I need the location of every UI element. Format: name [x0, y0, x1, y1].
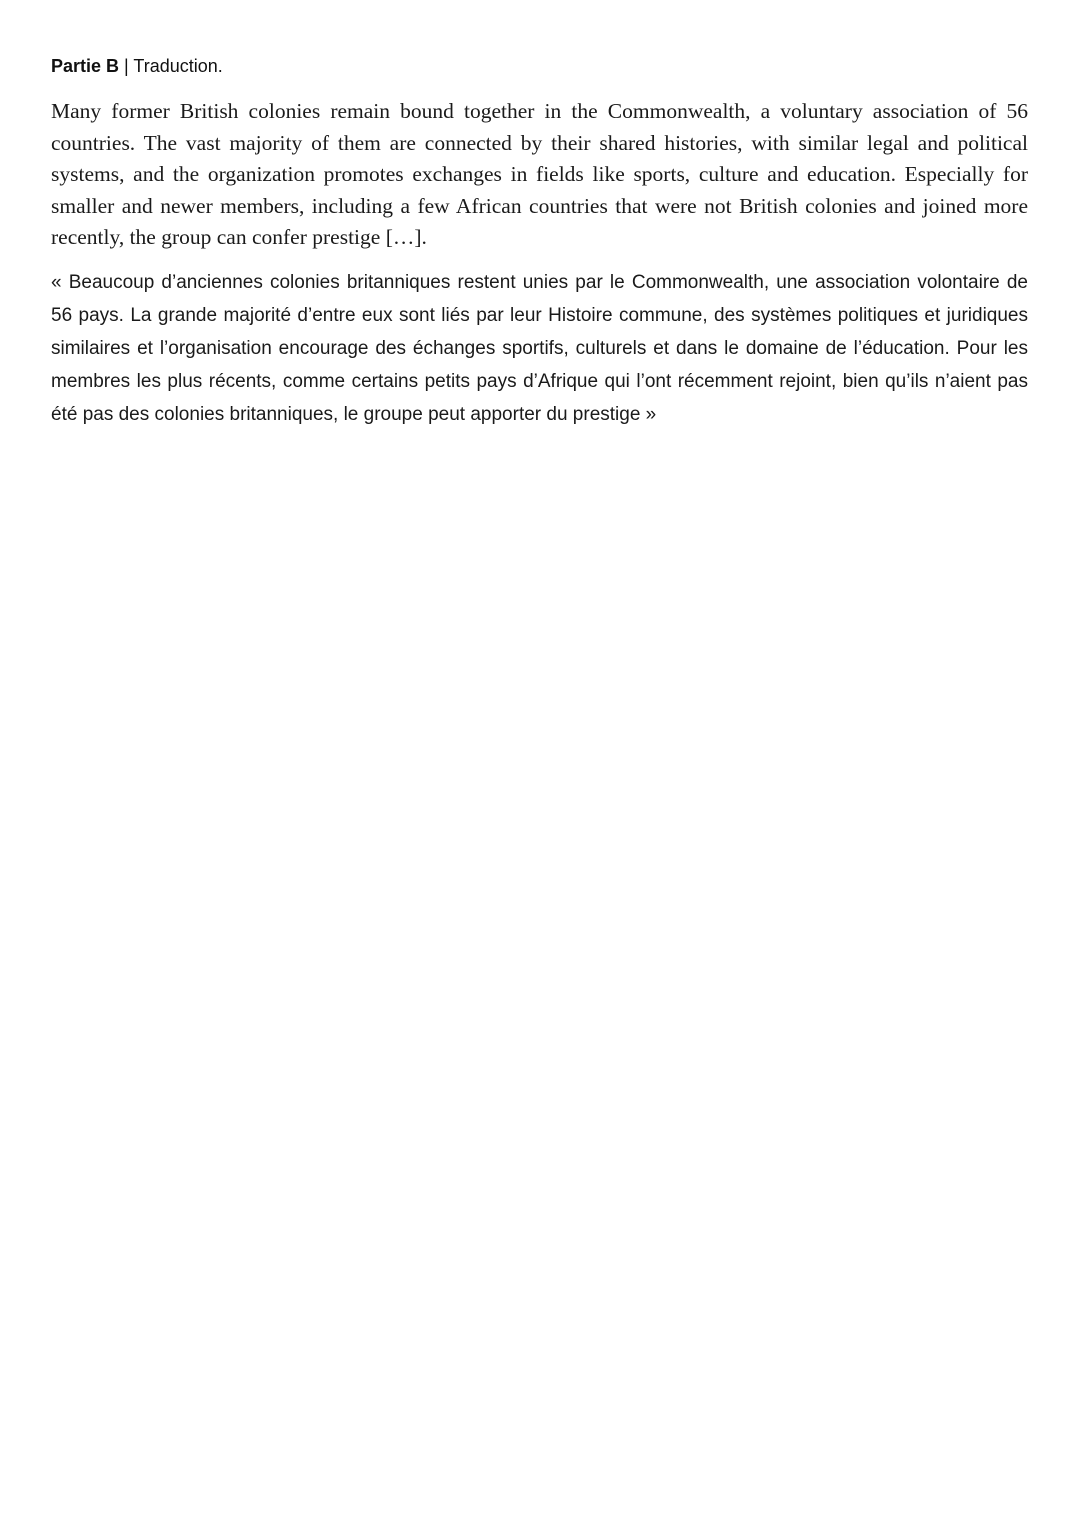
source-english-paragraph: Many former British colonies remain bound together in the Commonwealth, a voluntary association of 56 countries. The vast majority of them are connected by their shared histories, with similar legal and political systems, and the organization promotes exchanges in fields like sports, culture and education. Especially for smaller and newer members, including a few African countries that were not British colonies and joined more recently, the group can confer prestige […].: [51, 99, 1028, 249]
section-title: Traduction.: [133, 56, 223, 76]
heading-separator: |: [119, 56, 134, 76]
part-label: Partie B: [51, 56, 120, 76]
section-heading: [51, 54, 223, 78]
french-translation-paragraph: « Beaucoup d’anciennes colonies britanniques restent unies par le Commonwealth, une association volontaire de 56 pays. La grande majorité d’entre eux sont liés par leur Histoire commune, des systèmes politiques et juridiques similaires et l’organisation encourage des échanges sportifs, culturels et dans le domaine de l’éducation. Pour les membres les plus récents, comme certains petits pays d’Afrique qui l’ont récemment rejoint, bien qu’ils n’aient pas été pas des colonies britanniques, le groupe peut apporter du prestige »: [51, 272, 1028, 425]
